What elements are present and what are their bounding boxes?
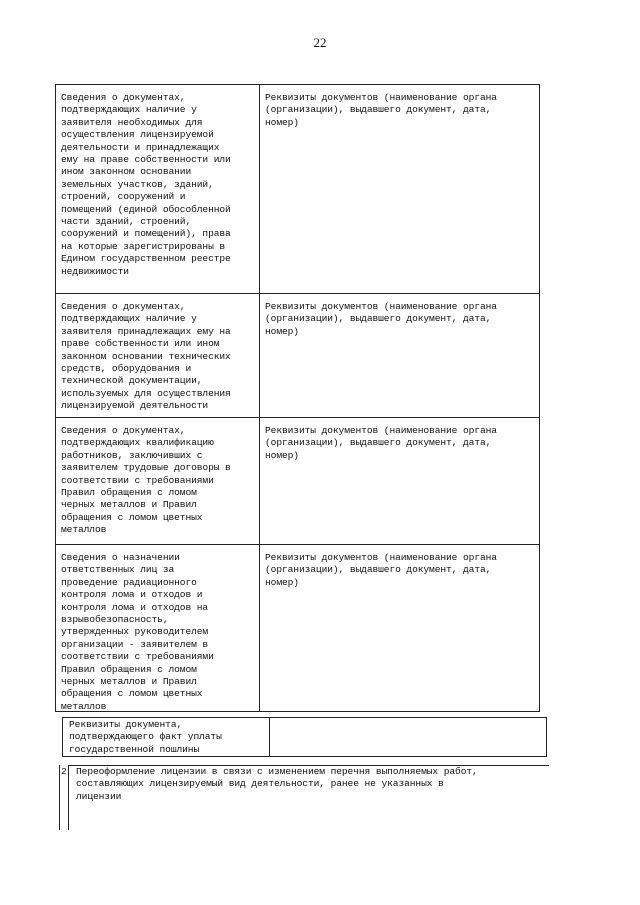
fee-label: Реквизиты документа, подтверждающего факт уплаты государственной пошлины: [69, 719, 222, 755]
row-divider: [259, 294, 260, 417]
row-divider: [259, 545, 260, 711]
row-label: Сведения о документах, подтверждающих квалификацию работников, заключивших с заявителем трудовые договоры в соответствии с требованиями Правил обращения с ломом черных металлов и Правил обращения с ломом цветных металлов: [61, 425, 231, 536]
state-fee-table: [62, 717, 547, 757]
table-row: [56, 294, 539, 418]
table-row: [56, 545, 539, 711]
item-number: 2: [61, 766, 67, 777]
table-row: [56, 418, 539, 545]
row-value: Реквизиты документов (наименование органа (организации), выдавшего документ, дата, номер): [265, 92, 497, 128]
row-label: Сведения о документах, подтверждающих наличие у заявителя необходимых для осуществления лицензируемой деятельности и принадлежащих ему на праве собственности или ином законном основании земельных участков, зданий, строений, сооружений и помещений (единой обособленной части зданий, строений, сооружений и помещений), права на которые зарегистрированы в Едином государственном реестре недвижимости: [61, 92, 231, 277]
row-divider: [259, 418, 260, 544]
row-value: Реквизиты документов (наименование органа (организации), выдавшего документ, дата, номер): [265, 552, 497, 588]
fee-divider: [269, 718, 270, 756]
row-value: Реквизиты документов (наименование органа (организации), выдавшего документ, дата, номер): [265, 425, 497, 461]
row-divider: [259, 85, 260, 293]
item-text: Переоформление лицензии в связи с изменением перечня выполняемых работ, составляющих лицензируемый вид деятельности, ранее не указанных в лицензии: [76, 766, 478, 802]
row-label: Сведения о назначении ответственных лиц за проведение радиационного контроля лома и отходов и контроля лома и отходов на взрывобезопасность, утвержденных руководителем организации - заявителем в соответствии с требованиями Правил обращения с ломом черных металлов и Правил обращения с ломом цветных металлов: [61, 552, 214, 712]
page-number: 22: [313, 35, 327, 50]
row-label: Сведения о документах, подтверждающих наличие у заявителя принадлежащих ему на праве собственности или ином законном основании технических средств, оборудования и технической документации, используемых для осуществления лицензируемой деятельности: [61, 301, 231, 412]
documents-table: [55, 84, 540, 712]
row-value: Реквизиты документов (наименование органа (организации), выдавшего документ, дата, номер): [265, 301, 497, 337]
table-row: [56, 85, 539, 294]
